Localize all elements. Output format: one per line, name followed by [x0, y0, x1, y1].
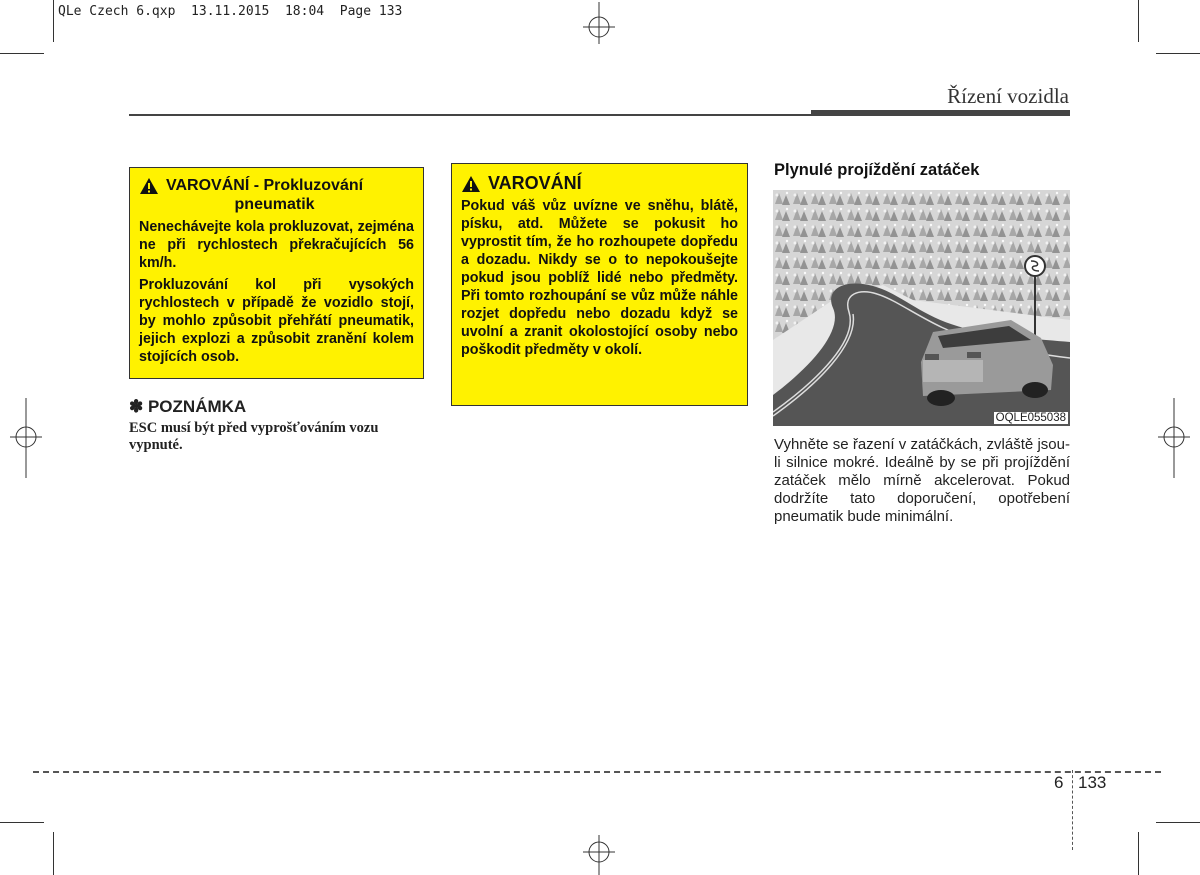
note-text: ESC musí být před vyprošťováním vozu vypnuté.: [129, 420, 379, 453]
body-text: Vyhněte se řazení v zatáčkách, zvláště jsou-li silnice mokré. Ideálně by se při projíždění zatáček mělo mírně akcelerovat. Pokud dodržíte tato doporučení, opotřebení pneumatik bude minimální.: [774, 436, 1070, 525]
print-header: QLe Czech 6.qxp 13.11.2015 18:04 Page 133: [58, 4, 403, 19]
warning-triangle-icon: [139, 177, 159, 195]
photo-winding-road: [773, 190, 1070, 426]
warning-box-tire-spin: [129, 167, 424, 379]
image-code: OQLE055038: [995, 412, 1066, 424]
warning-paragraph: Nenechávejte kola prokluzovat, zejména ne při rychlostech překračujících 56 km/h.: [139, 219, 414, 271]
header-rule-accent: [811, 110, 1070, 116]
warning-title-line2: pneumatik: [234, 196, 315, 213]
road-scene-illustration: [773, 190, 1070, 426]
warning-paragraph: Pokud váš vůz uvízne ve sněhu, blátě, písku, atd. Můžete se pokusit ho vyprostit tím, že ho rozhoupete dopředu a dozadu. Nikdy se o to nepokoušejte pokud jsou poblíž lidé nebo předměty. Při tomto rozhoupání se vůz může náhle rozjet dopředu nebo dozadu když se uvolní a zranit okolostojící osoby nebo poškodit předměty v okolí.: [461, 198, 738, 358]
header-rule: [129, 114, 811, 116]
warning-triangle-icon: [461, 175, 481, 193]
subsection-title: Plynulé projíždění zatáček: [774, 161, 980, 179]
warning-title: VAROVÁNÍ: [488, 173, 582, 193]
chapter-number: 6: [1054, 773, 1064, 792]
section-title: Řízení vozidla: [947, 84, 1069, 108]
warning-title-line1: VAROVÁNÍ - Prokluzování: [166, 177, 364, 194]
warning-paragraph: Prokluzování kol při vysokých rychlostech v případě že vozidlo stojí, by mohlo způsobit přehřátí pneumatik, jejich explozi a způsobit zranění kolem stojících osob.: [139, 277, 414, 365]
footer-rule: [33, 771, 1161, 773]
warning-heading: [139, 176, 414, 214]
warning-heading: [461, 174, 738, 193]
page-divider: [1072, 770, 1074, 850]
note-title: ✽ POZNÁMKA: [129, 397, 247, 416]
warning-box-stuck-vehicle: [451, 163, 748, 406]
page-number: 133: [1078, 773, 1107, 792]
note-block: [129, 397, 429, 454]
